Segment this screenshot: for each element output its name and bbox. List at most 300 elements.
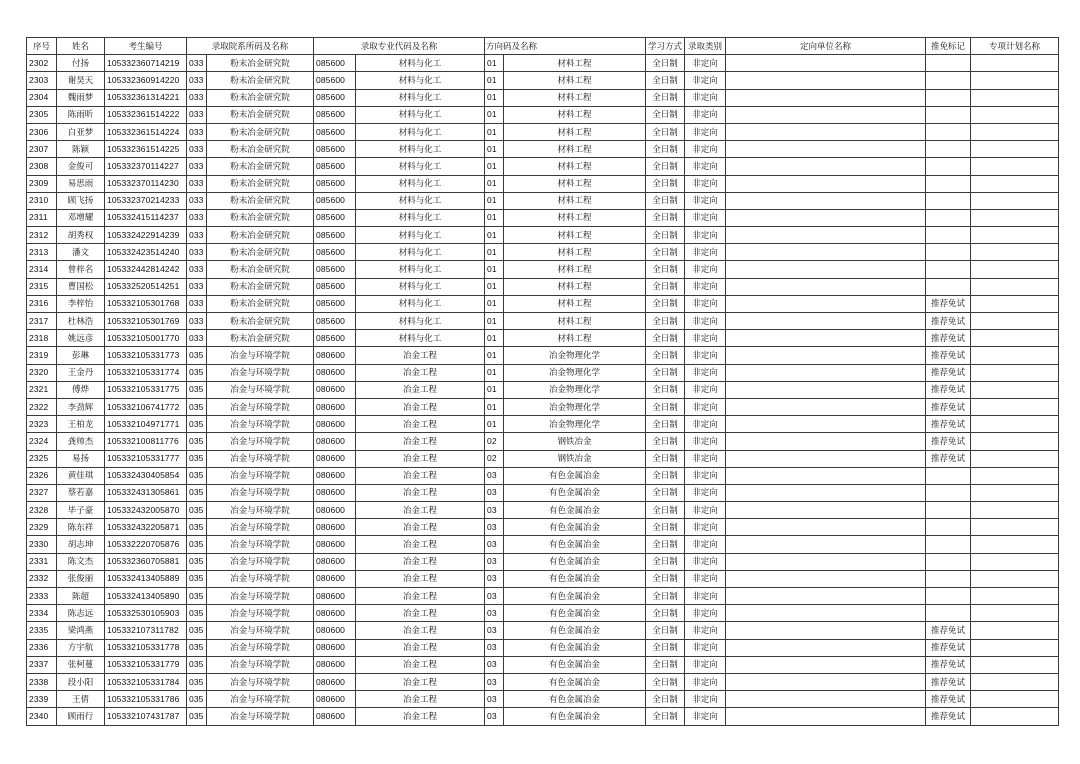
cell-seq: 2304 (27, 89, 57, 106)
cell-name: 方宇航 (57, 639, 105, 656)
cell-unit (726, 347, 926, 364)
cell-name: 张俊丽 (57, 570, 105, 587)
cell-seq: 2338 (27, 673, 57, 690)
cell-dept-code: 033 (187, 141, 207, 158)
cell-seq: 2319 (27, 347, 57, 364)
cell-dept-name: 冶金与环境学院 (207, 450, 314, 467)
cell-major-code: 080600 (314, 398, 356, 415)
cell-dept-name: 冶金与环境学院 (207, 605, 314, 622)
cell-category: 非定向 (685, 55, 726, 72)
cell-recommend: 推荐免试 (926, 639, 971, 656)
cell-category: 非定向 (685, 158, 726, 175)
cell-unit (726, 381, 926, 398)
cell-exam-no: 105332100811776 (105, 433, 187, 450)
cell-seq: 2312 (27, 227, 57, 244)
cell-unit (726, 673, 926, 690)
cell-dir-name: 材料工程 (504, 278, 646, 295)
cell-unit (726, 55, 926, 72)
cell-dept-code: 035 (187, 639, 207, 656)
cell-major-name: 材料与化工 (356, 227, 485, 244)
cell-exam-no: 105332423514240 (105, 244, 187, 261)
cell-dir-code: 01 (485, 295, 504, 312)
cell-major-name: 材料与化工 (356, 123, 485, 140)
cell-dept-name: 冶金与环境学院 (207, 347, 314, 364)
cell-unit (726, 484, 926, 501)
cell-unit (726, 502, 926, 519)
cell-unit (726, 192, 926, 209)
cell-unit (726, 553, 926, 570)
cell-category: 非定向 (685, 313, 726, 330)
cell-major-name: 材料与化工 (356, 295, 485, 312)
cell-dept-code: 033 (187, 295, 207, 312)
cell-name: 王柏龙 (57, 416, 105, 433)
cell-unit (726, 536, 926, 553)
cell-name: 陈东祥 (57, 519, 105, 536)
cell-recommend: 推荐免试 (926, 398, 971, 415)
cell-dept-code: 033 (187, 244, 207, 261)
cell-dir-name: 材料工程 (504, 158, 646, 175)
cell-major-name: 材料与化工 (356, 192, 485, 209)
cell-dir-name: 冶金物理化学 (504, 398, 646, 415)
cell-seq: 2316 (27, 295, 57, 312)
cell-unit (726, 708, 926, 725)
cell-category: 非定向 (685, 605, 726, 622)
cell-seq: 2308 (27, 158, 57, 175)
cell-major-name: 材料与化工 (356, 278, 485, 295)
cell-dir-code: 03 (485, 639, 504, 656)
cell-unit (726, 519, 926, 536)
cell-name: 陈文杰 (57, 553, 105, 570)
cell-dept-name: 冶金与环境学院 (207, 622, 314, 639)
cell-category: 非定向 (685, 123, 726, 140)
cell-name: 白亚梦 (57, 123, 105, 140)
cell-dept-name: 粉末冶金研究院 (207, 192, 314, 209)
cell-recommend (926, 467, 971, 484)
cell-name: 潘文 (57, 244, 105, 261)
cell-study-mode: 全日制 (646, 278, 685, 295)
cell-dept-name: 粉末冶金研究院 (207, 330, 314, 347)
cell-dept-code: 033 (187, 278, 207, 295)
cell-seq: 2333 (27, 588, 57, 605)
cell-study-mode: 全日制 (646, 484, 685, 501)
cell-study-mode: 全日制 (646, 502, 685, 519)
cell-seq: 2324 (27, 433, 57, 450)
cell-name: 陈颖 (57, 141, 105, 158)
cell-dir-name: 冶金物理化学 (504, 416, 646, 433)
cell-study-mode: 全日制 (646, 433, 685, 450)
cell-major-code: 080600 (314, 673, 356, 690)
cell-dept-code: 035 (187, 553, 207, 570)
cell-dept-name: 粉末冶金研究院 (207, 106, 314, 123)
cell-dir-name: 有色金属冶金 (504, 605, 646, 622)
cell-name: 彭琳 (57, 347, 105, 364)
cell-major-name: 冶金工程 (356, 347, 485, 364)
cell-major-name: 冶金工程 (356, 570, 485, 587)
cell-dir-code: 03 (485, 673, 504, 690)
cell-exam-no: 105332105331775 (105, 381, 187, 398)
cell-dept-code: 035 (187, 433, 207, 450)
cell-major-name: 冶金工程 (356, 484, 485, 501)
cell-dept-code: 035 (187, 605, 207, 622)
cell-dept-name: 冶金与环境学院 (207, 570, 314, 587)
cell-category: 非定向 (685, 622, 726, 639)
cell-name: 易思雨 (57, 175, 105, 192)
cell-recommend: 推荐免试 (926, 450, 971, 467)
cell-category: 非定向 (685, 141, 726, 158)
cell-unit (726, 313, 926, 330)
table-row (27, 192, 1059, 209)
cell-dir-name: 有色金属冶金 (504, 553, 646, 570)
cell-study-mode: 全日制 (646, 639, 685, 656)
cell-exam-no: 105332105331784 (105, 673, 187, 690)
table-row (27, 278, 1059, 295)
cell-dept-name: 粉末冶金研究院 (207, 295, 314, 312)
cell-dept-name: 冶金与环境学院 (207, 467, 314, 484)
cell-dept-code: 035 (187, 588, 207, 605)
cell-name: 李劲辉 (57, 398, 105, 415)
cell-major-name: 材料与化工 (356, 55, 485, 72)
cell-category: 非定向 (685, 227, 726, 244)
cell-seq: 2311 (27, 209, 57, 226)
table-row (27, 673, 1059, 690)
cell-seq: 2331 (27, 553, 57, 570)
cell-category: 非定向 (685, 570, 726, 587)
cell-name: 蔡若嘉 (57, 484, 105, 501)
table-row (27, 708, 1059, 725)
cell-dir-name: 材料工程 (504, 192, 646, 209)
cell-dir-code: 01 (485, 244, 504, 261)
cell-exam-no: 105332360914220 (105, 72, 187, 89)
cell-major-code: 085600 (314, 192, 356, 209)
cell-category: 非定向 (685, 175, 726, 192)
cell-dir-name: 有色金属冶金 (504, 570, 646, 587)
cell-recommend (926, 209, 971, 226)
cell-special (971, 536, 1059, 553)
cell-recommend (926, 227, 971, 244)
cell-dir-name: 冶金物理化学 (504, 381, 646, 398)
cell-seq: 2328 (27, 502, 57, 519)
cell-major-name: 冶金工程 (356, 622, 485, 639)
cell-exam-no: 105332520514251 (105, 278, 187, 295)
cell-name: 李梓怡 (57, 295, 105, 312)
table-row (27, 123, 1059, 140)
cell-dept-code: 035 (187, 347, 207, 364)
cell-dept-code: 033 (187, 313, 207, 330)
cell-unit (726, 278, 926, 295)
cell-seq: 2325 (27, 450, 57, 467)
cell-major-code: 085600 (314, 175, 356, 192)
cell-dir-code: 03 (485, 467, 504, 484)
cell-dept-name: 粉末冶金研究院 (207, 209, 314, 226)
table-row (27, 433, 1059, 450)
cell-special (971, 141, 1059, 158)
header-unit: 定向单位名称 (726, 38, 926, 55)
cell-study-mode: 全日制 (646, 89, 685, 106)
cell-major-code: 080600 (314, 450, 356, 467)
cell-special (971, 313, 1059, 330)
cell-special (971, 639, 1059, 656)
cell-major-name: 材料与化工 (356, 72, 485, 89)
cell-study-mode: 全日制 (646, 467, 685, 484)
cell-recommend: 推荐免试 (926, 673, 971, 690)
cell-exam-no: 105332105331777 (105, 450, 187, 467)
cell-category: 非定向 (685, 330, 726, 347)
cell-dir-name: 材料工程 (504, 313, 646, 330)
cell-dir-name: 有色金属冶金 (504, 691, 646, 708)
cell-category: 非定向 (685, 536, 726, 553)
cell-seq: 2339 (27, 691, 57, 708)
table-row (27, 519, 1059, 536)
cell-major-name: 冶金工程 (356, 673, 485, 690)
cell-dir-code: 02 (485, 450, 504, 467)
cell-seq: 2317 (27, 313, 57, 330)
header-seq: 序号 (27, 38, 57, 55)
cell-dept-name: 粉末冶金研究院 (207, 261, 314, 278)
cell-study-mode: 全日制 (646, 295, 685, 312)
cell-unit (726, 123, 926, 140)
cell-dept-name: 粉末冶金研究院 (207, 158, 314, 175)
cell-name: 段小阳 (57, 673, 105, 690)
cell-dir-code: 03 (485, 691, 504, 708)
cell-dept-code: 035 (187, 398, 207, 415)
cell-study-mode: 全日制 (646, 691, 685, 708)
cell-category: 非定向 (685, 381, 726, 398)
cell-dept-name: 冶金与环境学院 (207, 536, 314, 553)
cell-recommend: 推荐免试 (926, 433, 971, 450)
cell-recommend (926, 244, 971, 261)
cell-study-mode: 全日制 (646, 553, 685, 570)
cell-name: 顾飞扬 (57, 192, 105, 209)
cell-category: 非定向 (685, 209, 726, 226)
cell-name: 曹国松 (57, 278, 105, 295)
cell-dept-code: 033 (187, 192, 207, 209)
cell-major-name: 材料与化工 (356, 313, 485, 330)
cell-recommend (926, 55, 971, 72)
cell-category: 非定向 (685, 278, 726, 295)
admission-table (26, 37, 1059, 726)
cell-major-code: 085600 (314, 89, 356, 106)
table-row (27, 553, 1059, 570)
cell-seq: 2326 (27, 467, 57, 484)
cell-seq: 2309 (27, 175, 57, 192)
cell-dir-name: 有色金属冶金 (504, 467, 646, 484)
table-row (27, 691, 1059, 708)
table-row (27, 261, 1059, 278)
cell-special (971, 364, 1059, 381)
cell-recommend (926, 123, 971, 140)
cell-major-name: 冶金工程 (356, 691, 485, 708)
cell-dept-name: 冶金与环境学院 (207, 673, 314, 690)
table-row (27, 484, 1059, 501)
cell-study-mode: 全日制 (646, 605, 685, 622)
cell-seq: 2329 (27, 519, 57, 536)
table-row (27, 55, 1059, 72)
cell-name: 陈超 (57, 588, 105, 605)
cell-unit (726, 209, 926, 226)
cell-unit (726, 656, 926, 673)
cell-name: 陈志远 (57, 605, 105, 622)
cell-dept-name: 冶金与环境学院 (207, 398, 314, 415)
cell-study-mode: 全日制 (646, 347, 685, 364)
cell-category: 非定向 (685, 416, 726, 433)
cell-dept-code: 033 (187, 158, 207, 175)
cell-major-code: 080600 (314, 381, 356, 398)
cell-dir-code: 03 (485, 484, 504, 501)
cell-seq: 2318 (27, 330, 57, 347)
cell-name: 顾雨行 (57, 708, 105, 725)
cell-unit (726, 622, 926, 639)
cell-dir-name: 材料工程 (504, 227, 646, 244)
cell-dept-name: 冶金与环境学院 (207, 519, 314, 536)
cell-category: 非定向 (685, 656, 726, 673)
cell-dir-code: 01 (485, 209, 504, 226)
table-row (27, 141, 1059, 158)
cell-dir-name: 材料工程 (504, 175, 646, 192)
cell-dir-code: 01 (485, 175, 504, 192)
cell-major-name: 材料与化工 (356, 106, 485, 123)
cell-study-mode: 全日制 (646, 158, 685, 175)
cell-name: 付扬 (57, 55, 105, 72)
cell-special (971, 673, 1059, 690)
cell-study-mode: 全日制 (646, 227, 685, 244)
cell-exam-no: 105332360714219 (105, 55, 187, 72)
cell-recommend (926, 570, 971, 587)
cell-exam-no: 105332530105903 (105, 605, 187, 622)
cell-dir-name: 材料工程 (504, 106, 646, 123)
cell-name: 姚远彦 (57, 330, 105, 347)
cell-dept-code: 035 (187, 364, 207, 381)
cell-name: 易扬 (57, 450, 105, 467)
cell-dir-name: 材料工程 (504, 55, 646, 72)
cell-seq: 2327 (27, 484, 57, 501)
cell-dir-code: 01 (485, 313, 504, 330)
cell-study-mode: 全日制 (646, 106, 685, 123)
cell-name: 陈雨昕 (57, 106, 105, 123)
cell-exam-no: 105332107431787 (105, 708, 187, 725)
cell-seq: 2303 (27, 72, 57, 89)
cell-study-mode: 全日制 (646, 570, 685, 587)
cell-category: 非定向 (685, 673, 726, 690)
cell-dir-code: 01 (485, 72, 504, 89)
cell-seq: 2320 (27, 364, 57, 381)
cell-major-name: 冶金工程 (356, 553, 485, 570)
cell-category: 非定向 (685, 398, 726, 415)
cell-exam-no: 105332370114227 (105, 158, 187, 175)
cell-category: 非定向 (685, 553, 726, 570)
cell-name: 邓增耀 (57, 209, 105, 226)
cell-unit (726, 588, 926, 605)
cell-recommend: 推荐免试 (926, 656, 971, 673)
cell-special (971, 708, 1059, 725)
cell-exam-no: 105332105331779 (105, 656, 187, 673)
cell-exam-no: 105332105331773 (105, 347, 187, 364)
cell-major-code: 080600 (314, 570, 356, 587)
cell-dept-code: 035 (187, 450, 207, 467)
cell-exam-no: 105332105331778 (105, 639, 187, 656)
cell-dept-code: 033 (187, 106, 207, 123)
cell-dir-code: 03 (485, 570, 504, 587)
cell-dept-name: 冶金与环境学院 (207, 553, 314, 570)
cell-dir-name: 有色金属冶金 (504, 502, 646, 519)
cell-exam-no: 105332413405890 (105, 588, 187, 605)
cell-major-code: 080600 (314, 588, 356, 605)
cell-special (971, 330, 1059, 347)
cell-special (971, 502, 1059, 519)
cell-recommend: 推荐免试 (926, 330, 971, 347)
header-row (27, 38, 1059, 55)
cell-special (971, 484, 1059, 501)
cell-category: 非定向 (685, 347, 726, 364)
cell-study-mode: 全日制 (646, 123, 685, 140)
header-name: 姓名 (57, 38, 105, 55)
cell-dir-name: 材料工程 (504, 261, 646, 278)
cell-dir-name: 有色金属冶金 (504, 588, 646, 605)
cell-study-mode: 全日制 (646, 519, 685, 536)
cell-exam-no: 105332220705876 (105, 536, 187, 553)
cell-special (971, 691, 1059, 708)
cell-exam-no: 105332105301769 (105, 313, 187, 330)
cell-major-code: 085600 (314, 330, 356, 347)
cell-dir-name: 材料工程 (504, 244, 646, 261)
cell-category: 非定向 (685, 639, 726, 656)
cell-major-name: 材料与化工 (356, 175, 485, 192)
cell-dir-name: 有色金属冶金 (504, 519, 646, 536)
cell-category: 非定向 (685, 261, 726, 278)
cell-recommend (926, 141, 971, 158)
cell-dir-name: 有色金属冶金 (504, 536, 646, 553)
cell-dir-code: 03 (485, 553, 504, 570)
cell-recommend (926, 519, 971, 536)
cell-special (971, 192, 1059, 209)
cell-special (971, 295, 1059, 312)
cell-unit (726, 244, 926, 261)
cell-dept-code: 035 (187, 673, 207, 690)
cell-category: 非定向 (685, 364, 726, 381)
cell-dept-code: 033 (187, 330, 207, 347)
cell-dir-name: 有色金属冶金 (504, 656, 646, 673)
cell-special (971, 570, 1059, 587)
cell-name: 毕子豪 (57, 502, 105, 519)
cell-study-mode: 全日制 (646, 622, 685, 639)
cell-seq: 2307 (27, 141, 57, 158)
cell-major-name: 材料与化工 (356, 244, 485, 261)
cell-recommend: 推荐免试 (926, 622, 971, 639)
cell-special (971, 433, 1059, 450)
cell-major-code: 080600 (314, 605, 356, 622)
cell-recommend: 推荐免试 (926, 708, 971, 725)
cell-special (971, 89, 1059, 106)
cell-seq: 2330 (27, 536, 57, 553)
cell-dept-code: 035 (187, 467, 207, 484)
cell-major-name: 材料与化工 (356, 158, 485, 175)
cell-category: 非定向 (685, 72, 726, 89)
cell-dept-name: 粉末冶金研究院 (207, 227, 314, 244)
cell-unit (726, 416, 926, 433)
cell-dept-name: 粉末冶金研究院 (207, 244, 314, 261)
cell-exam-no: 105332361514222 (105, 106, 187, 123)
table-row (27, 295, 1059, 312)
cell-seq: 2313 (27, 244, 57, 261)
cell-study-mode: 全日制 (646, 450, 685, 467)
cell-unit (726, 295, 926, 312)
cell-recommend (926, 89, 971, 106)
table-row (27, 536, 1059, 553)
cell-recommend (926, 484, 971, 501)
cell-study-mode: 全日制 (646, 55, 685, 72)
cell-dept-code: 035 (187, 691, 207, 708)
cell-unit (726, 467, 926, 484)
cell-major-name: 冶金工程 (356, 519, 485, 536)
